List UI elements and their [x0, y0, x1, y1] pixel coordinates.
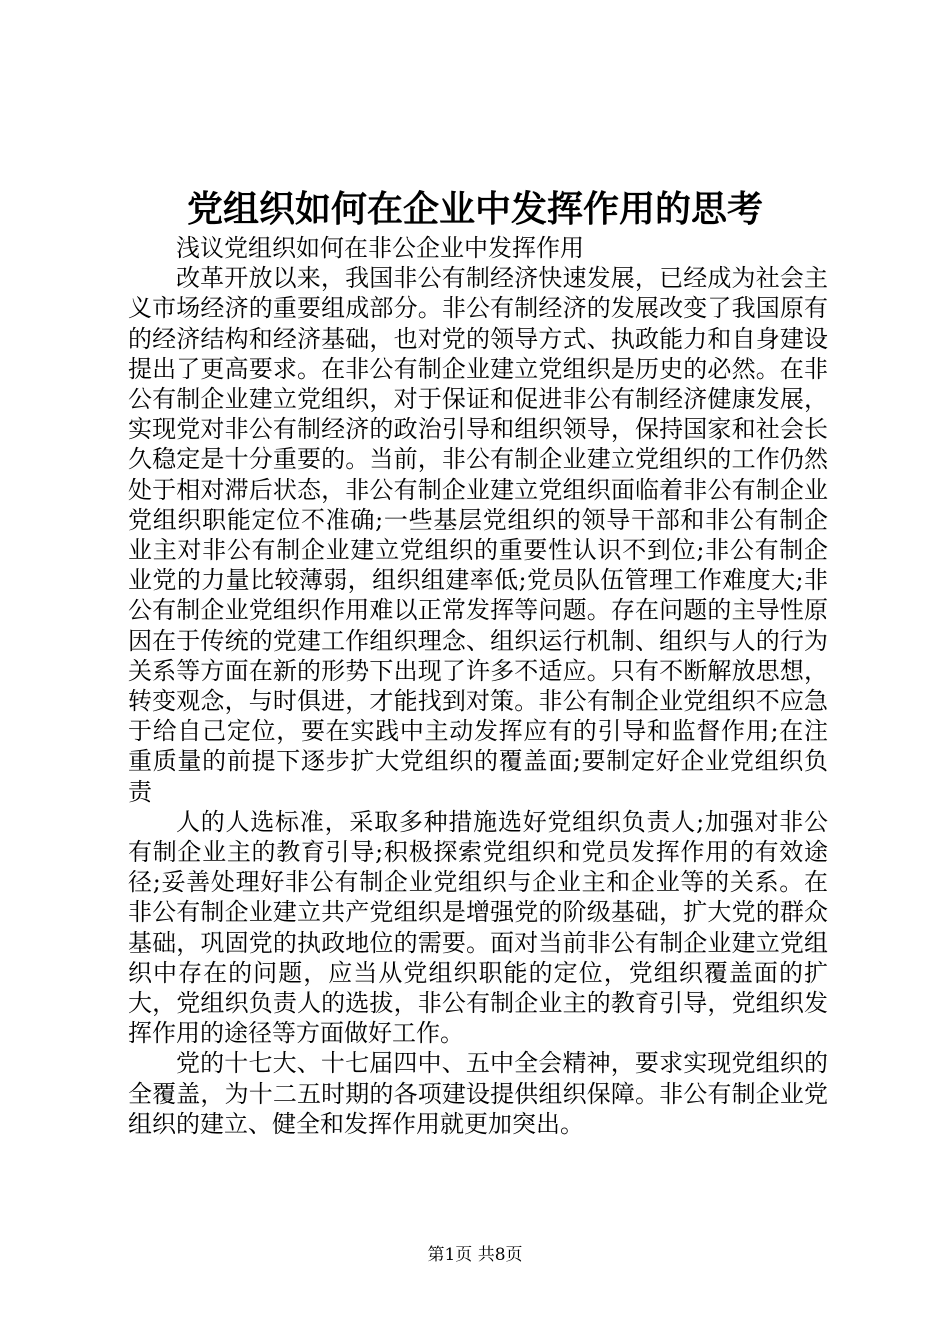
- document-title: 党组织如何在企业中发挥作用的思考: [186, 189, 763, 230]
- paragraph-subtitle: 浅议党组织如何在非公企业中发挥作用: [176, 234, 584, 262]
- paragraph-3: 党的十七大、十七届四中、五中全会精神，要求实现党组织的全覆盖，为十二五时期的各项建设提供组织保障。非公有制企业党组织的建立、健全和发挥作用就更加突出。: [128, 1049, 828, 1138]
- paragraph-1: 改革开放以来，我国非公有制经济快速发展，已经成为社会主义市场经济的重要组成部分。非公有制经济的发展改变了我国原有的经济结构和经济基础，也对党的领导方式、执政能力和自身建设提出了更高要求。在非公有制企业建立党组织是历史的必然。在非公有制企业建立党组织，对于保证和促进非公有制经济健康发展，实现党对非公有制经济的政治引导和组织领导，保持国家和社会长久稳定是十分重要的。当前，非公有制企业建立党组织的工作仍然处于相对滞后状态，非公有制企业建立党组织面临着非公有制企业党组织职能定位不准确;一些基层党组织的领导干部和非公有制企业主对非公有制企业建立党组织的重要性认识不到位;非公有制企业党的力量比较薄弱，组织组建率低;党员队伍管理工作难度大;非公有制企业党组织作用难以正常发挥等问题。存在问题的主导性原因在于传统的党建工作组织理念、组织运行机制、组织与人的行为关系等方面在新的形势下出现了许多不适应。只有不断解放思想，转变观念，与时俱进，才能找到对策。非公有制企业党组织不应急于给自己定位，要在实践中主动发挥应有的引导和监督作用;在注重质量的前提下逐步扩大党组织的覆盖面;要制定好企业党组织负责: [128, 264, 828, 806]
- paragraph-2: 人的人选标准，采取多种措施选好党组织负责人;加强对非公有制企业主的教育引导;积极探索党组织和党员发挥作用的有效途径;妥善处理好非公有制企业党组织与企业主和企业等的关系。在非公有制企业建立共产党组织是增强党的阶级基础，扩大党的群众基础，巩固党的执政地位的需要。面对当前非公有制企业建立党组织中存在的问题，应当从党组织职能的定位，党组织覆盖面的扩大，党组织负责人的选拔，非公有制企业主的教育引导，党组织发挥作用的途径等方面做好工作。: [128, 807, 828, 1048]
- document-body: [128, 233, 828, 1139]
- page-number-footer: 第1页 共8页: [427, 1245, 523, 1265]
